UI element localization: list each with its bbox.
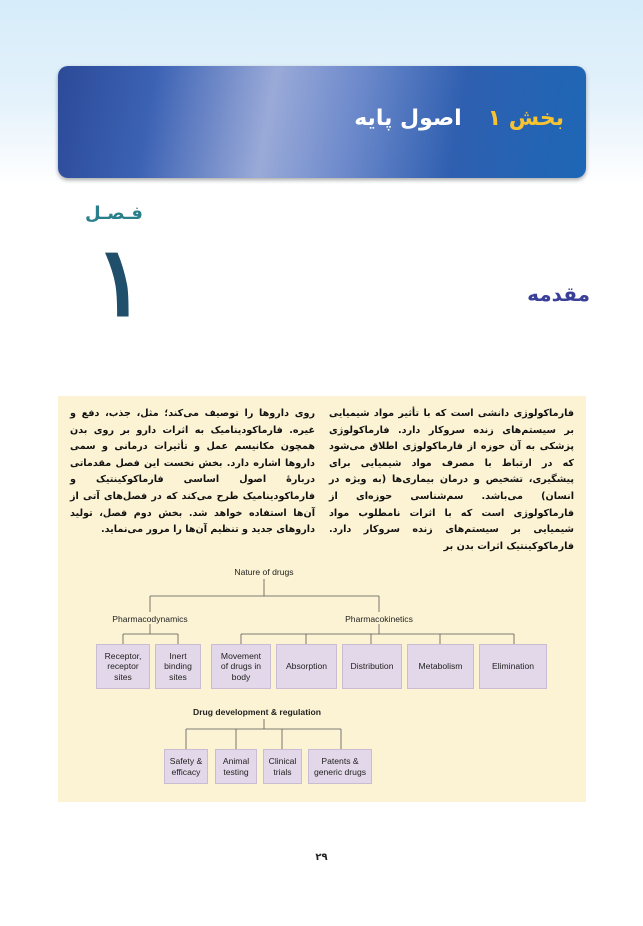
intro-text-right-column: فارماکولوژی دانشی است که با تأثیر مواد شیمیایی بر سیستم‌های زنده سروکار دارد. فارماکولوژی پزشکی به آن حوزه از فارماکولوژی اطلاق می‌شود که در ارتباط با مصرف مواد شیمیایی برای پیشگیری، تشخیص و درمان بیماری‌ها (به ویژه در انسان) می‌باشد. سم‌شناسی حوزه‌ای از فارماکولوژی است که با اثرات نامطلوب مواد شیمیایی بر سیستم‌های زنده سروکار دارد. فارماکوکینتیک اثرات بدن بر <box>329 408 574 552</box>
chapter-word: فـصـل <box>85 203 143 224</box>
part-banner <box>58 66 586 178</box>
node-patents-generic-drugs: Patents & generic drugs <box>308 749 372 784</box>
node-metabolism: Metabolism <box>407 644 474 689</box>
chapter-number: ۱ <box>94 225 146 338</box>
drug-development-label: Drug development & regulation <box>193 707 321 717</box>
node-inert-binding-sites: Inert binding sites <box>155 644 201 689</box>
part-label: بخش ۱ <box>487 106 564 131</box>
node-receptor-sites: Receptor, receptor sites <box>96 644 150 689</box>
node-safety-efficacy: Safety & efficacy <box>164 749 208 784</box>
pharmacokinetics-label: Pharmacokinetics <box>345 614 413 624</box>
part-title: اصول پایه <box>354 106 462 131</box>
intro-text-left-column: روی داروها را توصیف می‌کند؛ مثل، جذب، دفع و غیره. فارماکودینامیک به اثرات دارو بر روی بدن همچون مکانیسم عمل و تأثیرات درمانی و سمی داروها اشاره دارد. بخش نخست این فصل مقدماتی دربارهٔ اصول اساسی فارماکوکینتیک و فارماکودینامیک طرح می‌کند که در فصل‌های آتی از آن‌ها استفاده خواهد شد. بخش دوم فصل، تولید داروهای جدید و تنظیم آن‌ها را مرور می‌نماید. <box>70 408 315 536</box>
pharmacodynamics-label: Pharmacodynamics <box>112 614 188 624</box>
node-elimination: Elimination <box>479 644 547 689</box>
node-distribution: Distribution <box>342 644 402 689</box>
node-absorption: Absorption <box>276 644 337 689</box>
diagram-root-label: Nature of drugs <box>234 567 294 577</box>
node-animal-testing: Animal testing <box>215 749 257 784</box>
node-clinical-trials: Clinical trials <box>263 749 302 784</box>
intro-box <box>58 396 586 802</box>
nature-of-drugs-diagram <box>58 564 586 802</box>
page-number: ۲۹ <box>315 852 328 863</box>
part-heading <box>354 106 564 131</box>
node-movement-of-drugs: Movement of drugs in body <box>211 644 271 689</box>
chapter-title: مقدمه <box>527 282 590 306</box>
